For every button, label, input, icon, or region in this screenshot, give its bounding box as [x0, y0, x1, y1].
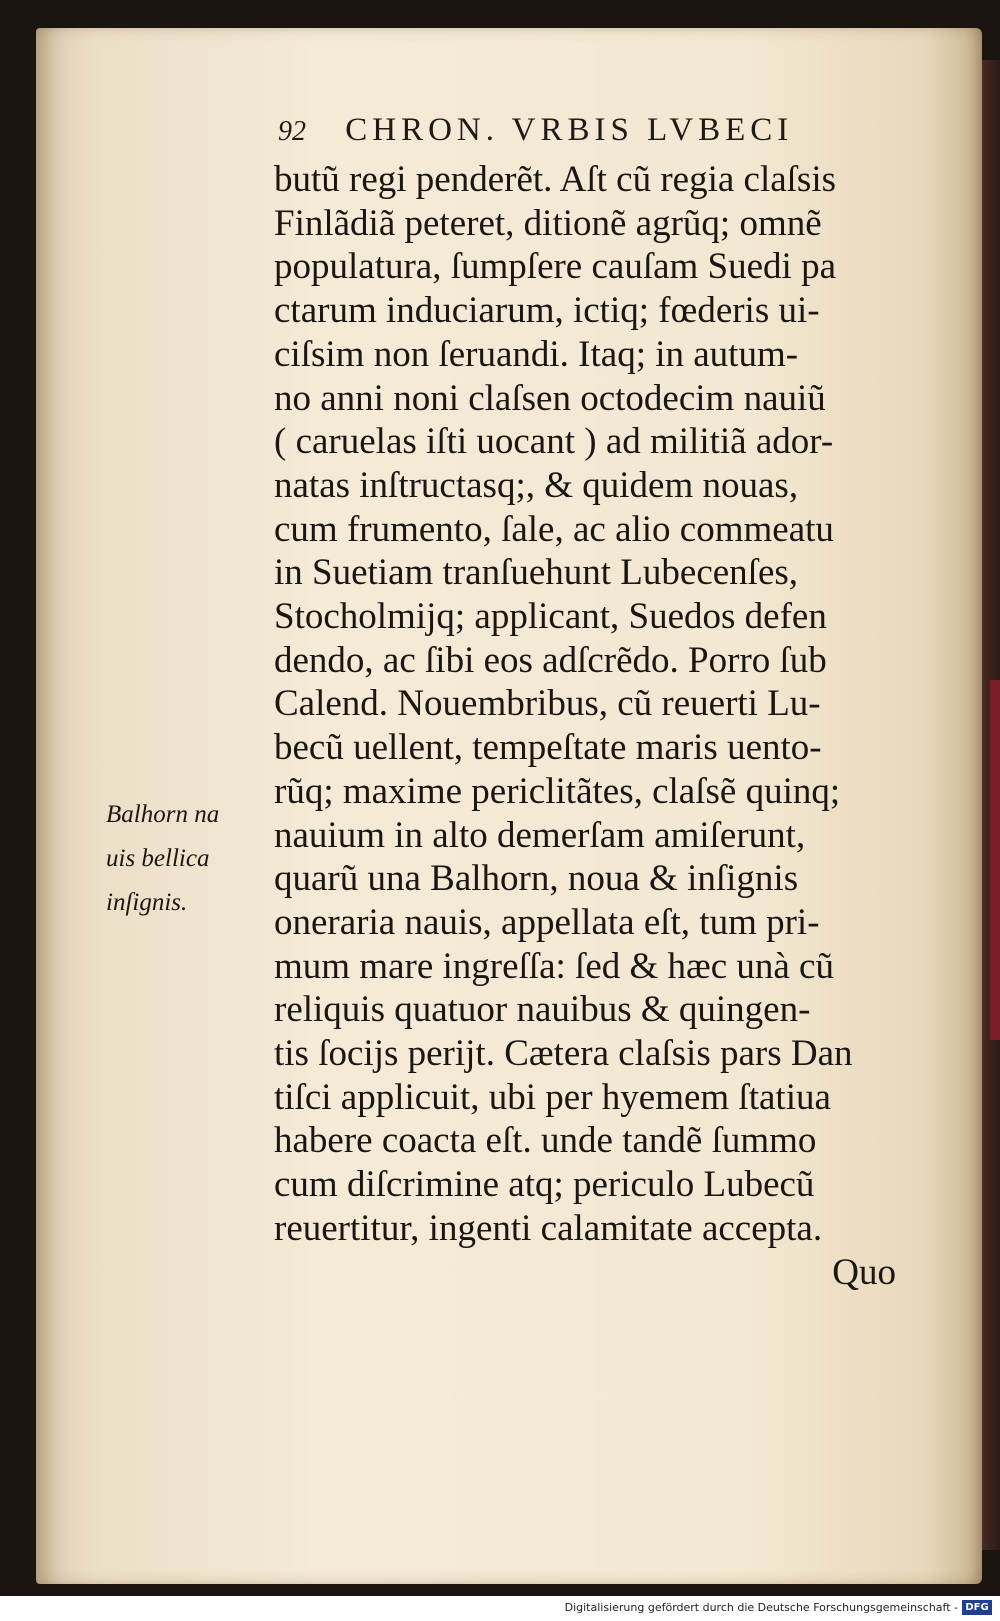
text-line: Calend. Nouembribus, cũ reuerti Lu- — [274, 683, 821, 725]
text-line: Finlãdiã peteret, ditionẽ agrũq; omnẽ — [274, 202, 822, 244]
catchword: Quo — [832, 1251, 896, 1293]
page-number: 92 — [278, 116, 306, 147]
marginal-note-line: uis bellica — [106, 845, 210, 872]
text-line: no anni noni claſsen octodecim nauiũ — [274, 377, 826, 419]
dfg-logo: DFG — [962, 1600, 992, 1615]
funding-credit: Digitalisierung gefördert durch die Deutsche Forschungsgemeinschaft - — [564, 1601, 958, 1614]
text-line: tis ſocijs perijt. Cætera claſsis pars Dan — [274, 1033, 853, 1075]
text-line: oneraria nauis, appellata eſt, tum pri- — [274, 901, 820, 943]
marginal-note-line: Balhorn na — [106, 801, 220, 828]
text-line: dendo, ac ſibi eos adſcrẽdo. Porro ſub — [274, 639, 827, 681]
marginal-note — [106, 793, 266, 925]
text-line: ciſsim non ſeruandi. Itaq; in autum- — [274, 333, 799, 375]
text-line: ctarum induciarum, ictiq; fœderis ui- — [274, 290, 820, 332]
text-line: in Suetiam tranſuehunt Lubecenſes, — [274, 552, 799, 594]
text-line: rũq; maxime periclitãtes, claſsẽ quinq; — [274, 770, 841, 812]
text-line: cum diſcrimine atq; periculo Lubecũ — [274, 1164, 815, 1206]
text-line: natas inſtructasq;, & quidem nouas, — [274, 464, 799, 506]
digitization-footer — [0, 1596, 1000, 1621]
text-line: cum frumento, ſale, ac alio commeatu — [274, 508, 834, 550]
text-line: becũ uellent, tempeſtate maris uento- — [274, 727, 822, 769]
text-line: Stocholmijq; applicant, Suedos defen — [274, 596, 827, 638]
text-line: quarũ una Balhorn, noua & inſignis — [274, 858, 799, 900]
text-line: populatura, ſumpſere cauſam Suedi pa — [274, 246, 837, 288]
main-text-block — [274, 158, 924, 1294]
marginal-note-line: inſignis. — [106, 889, 188, 916]
text-line: habere coacta eſt. unde tandẽ ſummo — [274, 1120, 817, 1162]
running-title: CHRON. VRBIS LVBECI — [345, 112, 794, 148]
text-line: reuertitur, ingenti calamitate accepta. — [274, 1207, 823, 1249]
text-line: butũ regi penderẽt. Aſt cũ regia claſsis — [274, 159, 837, 200]
book-red-edge — [990, 680, 1000, 1040]
running-header — [278, 112, 898, 149]
text-line: ( caruelas iſti uocant ) ad militiã ador- — [274, 421, 834, 463]
text-line: nauium in alto demerſam amiſerunt, — [274, 814, 806, 856]
text-line: reliquis quatuor nauibus & quingen- — [274, 989, 811, 1031]
text-line: mum mare ingreſſa: ſed & hæc unà cũ — [274, 945, 834, 987]
text-line: tiſci applicuit, ubi per hyemem ſtatiua — [274, 1076, 831, 1118]
